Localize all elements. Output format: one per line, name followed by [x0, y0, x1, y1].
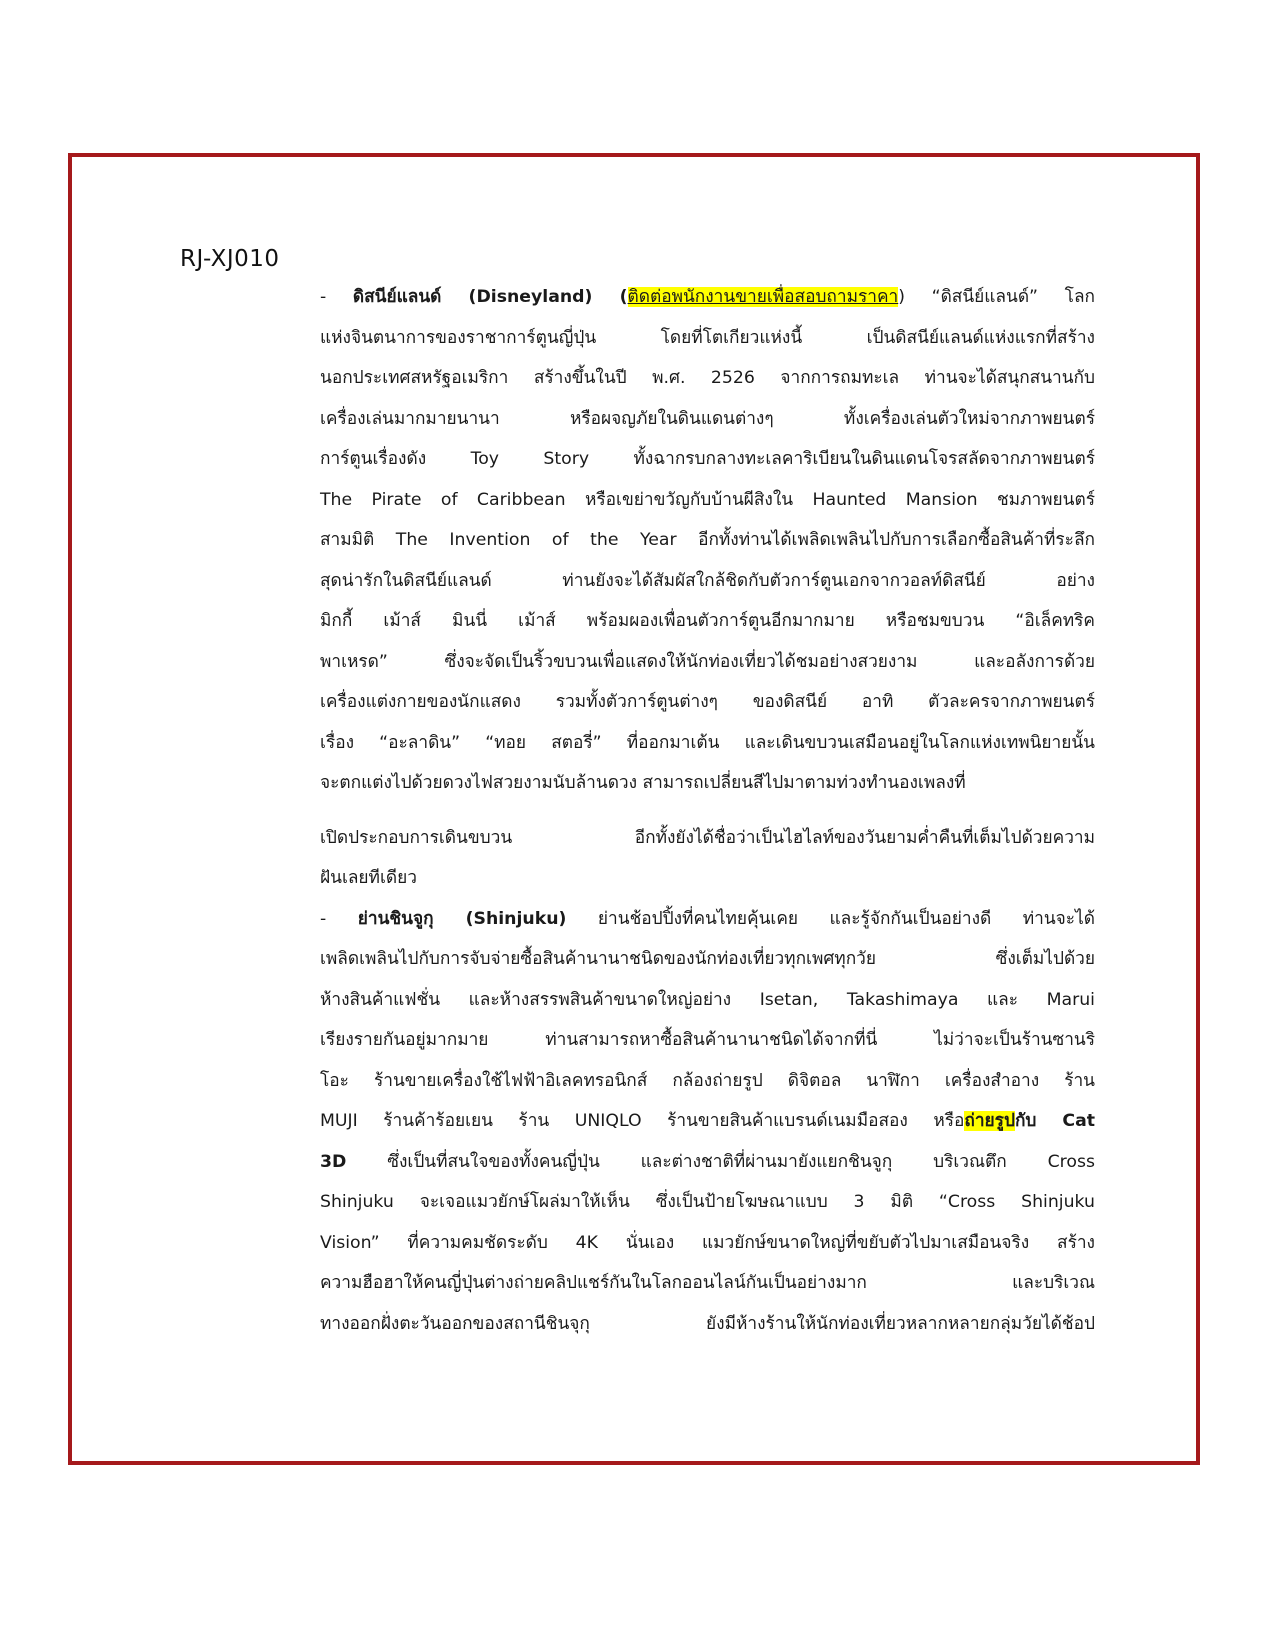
paragraph-gap [320, 804, 1095, 818]
paragraph-line: เครื่องแต่งกายของนักแสดง รวมทั้งตัวการ์ตูนต่างๆ ของดิสนีย์ อาทิ ตัวละครจากภาพยนตร์ [320, 692, 1095, 712]
article-body [320, 277, 1095, 1344]
paragraph-line: การ์ตูนเรื่องดัง Toy Story ทั้งฉากรบกลางทะเลคาริเบียนในดินแดนโจรสลัดจากภาพยนตร์ [320, 449, 1095, 469]
paragraph-line: สุดน่ารักในดิสนีย์แลนด์ ท่านยังจะได้สัมผัสใกล้ชิดกับตัวการ์ตูนเอกจากวอลท์ดิสนีย์ อย่าง [320, 570, 1095, 591]
cross-shinjuku-text: ซึ่งเป็นที่สนใจของทั้งคนญี่ปุ่น และต่างชาติที่ผ่านมายังแยกชินจูกุ บริเวณตึก Cross [346, 1151, 1095, 1172]
contact-sales-link[interactable]: ติดต่อพนักงานขายเพื่อสอบถามราคา [627, 287, 899, 307]
paragraph-line: โอะ ร้านขายเครื่องใช้ไฟฟ้าอิเลคทรอนิกส์ กล้องถ่ายรูป ดิจิตอล นาฬิกา เครื่องสำอาง ร้าน [320, 1070, 1095, 1091]
shinjuku-english-name: (Shinjuku) [433, 908, 567, 929]
paragraph-line: นอกประเทศสหรัฐอเมริกา สร้างขึ้นในปี พ.ศ. 2526 จากการถมทะเล ท่านจะได้สนุกสนานกับ [320, 368, 1095, 388]
bullet-dash: - [320, 287, 353, 307]
shinjuku-intro-text: ย่านช้อปปิ้งที่คนไทยคุ้นเคย และรู้จักกันเป็นอย่างดี ท่านจะได้ [566, 908, 1096, 929]
paragraph-line: Shinjuku จะเจอแมวยักษ์โผล่มาให้เห็น ซึ่งเป็นป้ายโฆษณาแบบ 3 มิติ “Cross Shinjuku [320, 1192, 1095, 1212]
paragraph-line: มิกกี้ เม้าส์ มินนี่ เม้าส์ พร้อมผองเพื่อนตัวการ์ตูนอีกมากมาย หรือชมขบวน “อิเล็คทริค [320, 611, 1095, 631]
shops-text: MUJI ร้านค้าร้อยเยน ร้าน UNIQLO ร้านขายสินค้าแบรนด์เนมมือสอง หรือ [320, 1111, 965, 1131]
photo-highlight: ถ่ายรูป [964, 1111, 1015, 1131]
paragraph-line: ฝันเลยทีเดียว [320, 868, 417, 888]
disneyland-title: ดิสนีย์แลนด์ [352, 287, 442, 307]
cross-shinjuku-line [320, 1142, 1095, 1183]
paragraph-line: เรื่อง “อะลาดิน” “ทอย สตอรี่” ที่ออกมาเต้น และเดินขบวนเสมือนอยู่ในโลกแห่งเทพนิยายนั้น [320, 732, 1095, 753]
document-code: RJ-XJ010 [180, 246, 280, 272]
paragraph-line: ความฮือฮาให้คนญี่ปุ่นต่างถ่ายคลิปแชร์กันในโลกออนไลน์กันเป็นอย่างมาก และบริเวณ [320, 1273, 1095, 1293]
bullet-dash: - [320, 908, 358, 929]
disneyland-heading-line [320, 277, 1095, 318]
paragraph-line: จะตกแต่งไปด้วยดวงไฟสวยงามนับล้านดวง สามารถเปลี่ยนสีไปมาตามท่วงทำนองเพลงที่ [320, 773, 966, 793]
paragraph-line: เปิดประกอบการเดินขบวน อีกทั้งยังได้ชื่อว่าเป็นไฮไลท์ของวันยามค่ำคืนที่เต็มไปด้วยความ [320, 827, 1095, 848]
shinjuku-title: ย่านชินจูกุ [357, 908, 434, 929]
paragraph-line: The Pirate of Caribbean หรือเขย่าขวัญกับบ้านผีสิงใน Haunted Mansion ชมภาพยนตร์ [320, 489, 1095, 510]
paragraph-line: เพลิดเพลินไปกับการจับจ่ายซื้อสินค้านานาชนิดของนักท่องเที่ยวทุกเพศทุกวัย ซึ่งเต็มไปด้วย [320, 949, 1095, 969]
cat-3d-label-cont: 3D [320, 1151, 347, 1172]
photo-cat-line [320, 1101, 1095, 1142]
shinjuku-heading-line [320, 899, 1095, 940]
paragraph-line: ห้างสินค้าแฟชั่น และห้างสรรพสินค้าขนาดใหญ่อย่าง Isetan, Takashimaya และ Marui [320, 989, 1095, 1010]
cat-3d-label: กับ Cat [1014, 1111, 1095, 1131]
disneyland-english-name: (Disneyland) ( [441, 287, 628, 307]
paragraph-line: เครื่องเล่นมากมายนานา หรือผจญภัยในดินแดนต่างๆ ทั้งเครื่องเล่นตัวใหม่จากภาพยนตร์ [320, 408, 1095, 429]
paragraph-line: Vision” ที่ความคมชัดระดับ 4K นั่นเอง แมวยักษ์ขนาดใหญ่ที่ขยับตัวไปมาเสมือนจริง สร้าง [320, 1232, 1095, 1253]
paragraph-line: พาเหรด” ซึ่งจะจัดเป็นริ้วขบวนเพื่อแสดงให้นักท่องเที่ยวได้ชมอย่างสวยงาม และอลังการด้วย [320, 651, 1095, 672]
paragraph-line: สามมิติ The Invention of the Year อีกทั้งท่านได้เพลิดเพลินไปกับการเลือกซื้อสินค้าที่ระลึก [320, 530, 1095, 550]
paragraph-line: แห่งจินตนาการของราชาการ์ตูนญี่ปุ่น โดยที่โตเกียวแห่งนี้ เป็นดิสนีย์แลนด์แห่งแรกที่สร้าง [320, 327, 1095, 348]
disneyland-intro-text: ) “ดิสนีย์แลนด์” โลก [898, 287, 1095, 307]
paragraph-line: เรียงรายกันอยู่มากมาย ท่านสามารถหาซื้อสินค้านานาชนิดได้จากที่นี่ ไม่ว่าจะเป็นร้านซานริ [320, 1030, 1095, 1050]
paragraph-line: ทางออกฝั่งตะวันออกของสถานีชินจุกุ ยังมีห้างร้านให้นักท่องเที่ยวหลากหลายกลุ่มวัยได้ช้อป [320, 1313, 1095, 1334]
